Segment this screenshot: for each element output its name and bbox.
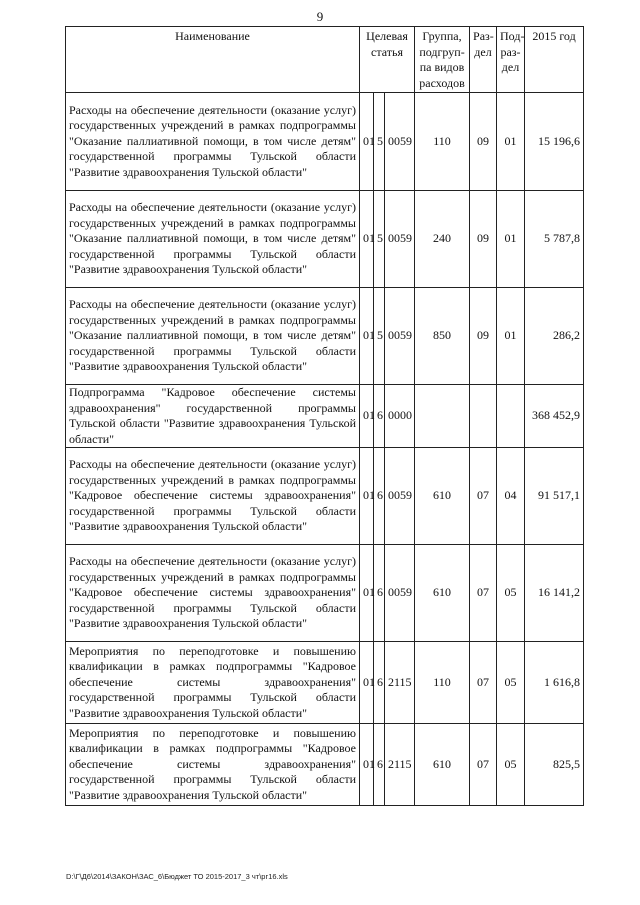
row-name: Расходы на обеспечение деятельности (оказание услуг) государственных учреждений в рамках подпрограммы "Оказание паллиативной помощи, в том числе детям" государственной программы Тульской области "Развитие здравоохранения Тульской области" bbox=[66, 191, 360, 288]
table-row bbox=[66, 93, 584, 191]
row-subprogram-code: 6 bbox=[374, 642, 385, 724]
table-row bbox=[66, 545, 584, 642]
row-program-code: 01 bbox=[360, 385, 374, 448]
row-subsection: 05 bbox=[497, 642, 525, 724]
row-section: 07 bbox=[470, 642, 497, 724]
row-direction-code: 0059 bbox=[385, 288, 415, 385]
row-expense-group: 610 bbox=[415, 724, 470, 806]
row-subsection: 04 bbox=[497, 448, 525, 545]
table-body bbox=[66, 93, 584, 806]
row-name: Расходы на обеспечение деятельности (оказание услуг) государственных учреждений в рамках подпрограммы "Оказание паллиативной помощи, в том числе детям" государственной программы Тульской области "Развитие здравоохранения Тульской области" bbox=[66, 288, 360, 385]
row-expense-group: 850 bbox=[415, 288, 470, 385]
row-subsection: 05 bbox=[497, 545, 525, 642]
row-program-code: 01 bbox=[360, 191, 374, 288]
row-amount: 1 616,8 bbox=[525, 642, 584, 724]
row-program-code: 01 bbox=[360, 93, 374, 191]
row-program-code: 01 bbox=[360, 724, 374, 806]
header-name: Наименование bbox=[66, 27, 360, 93]
row-expense-group bbox=[415, 385, 470, 448]
row-amount: 368 452,9 bbox=[525, 385, 584, 448]
header-year: 2015 год bbox=[525, 27, 584, 93]
row-subsection: 01 bbox=[497, 288, 525, 385]
row-program-code: 01 bbox=[360, 448, 374, 545]
row-amount: 825,5 bbox=[525, 724, 584, 806]
row-subprogram-code: 5 bbox=[374, 93, 385, 191]
row-expense-group: 610 bbox=[415, 448, 470, 545]
row-subprogram-code: 6 bbox=[374, 448, 385, 545]
row-program-code: 01 bbox=[360, 288, 374, 385]
row-section: 07 bbox=[470, 448, 497, 545]
row-subsection bbox=[497, 385, 525, 448]
row-direction-code: 0059 bbox=[385, 448, 415, 545]
row-expense-group: 110 bbox=[415, 93, 470, 191]
table-row bbox=[66, 642, 584, 724]
row-direction-code: 0059 bbox=[385, 545, 415, 642]
row-amount: 15 196,6 bbox=[525, 93, 584, 191]
row-direction-code: 0000 bbox=[385, 385, 415, 448]
row-expense-group: 110 bbox=[415, 642, 470, 724]
row-direction-code: 2115 bbox=[385, 724, 415, 806]
row-name: Расходы на обеспечение деятельности (оказание услуг) государственных учреждений в рамках подпрограммы "Кадровое обеспечение системы здравоохранения" государственной программы Тульской области "Развитие здравоохранения Тульской области" bbox=[66, 448, 360, 545]
row-name: Подпрограмма "Кадровое обеспечение системы здравоохранения" государственной программы Тульской области "Развитие здравоохранения Тульской области" bbox=[66, 385, 360, 448]
row-amount: 16 141,2 bbox=[525, 545, 584, 642]
row-subsection: 01 bbox=[497, 191, 525, 288]
row-expense-group: 240 bbox=[415, 191, 470, 288]
header-target-article: Целевая статья bbox=[360, 27, 415, 93]
row-section: 09 bbox=[470, 288, 497, 385]
row-subprogram-code: 5 bbox=[374, 288, 385, 385]
row-direction-code: 0059 bbox=[385, 93, 415, 191]
header-section: Раз-дел bbox=[470, 27, 497, 93]
table-row bbox=[66, 288, 584, 385]
row-direction-code: 0059 bbox=[385, 191, 415, 288]
budget-table bbox=[65, 26, 584, 806]
row-subprogram-code: 5 bbox=[374, 191, 385, 288]
row-section: 09 bbox=[470, 191, 497, 288]
row-name: Мероприятия по переподготовке и повышению квалификации в рамках подпрограммы "Кадровое обеспечение системы здравоохранения" государственной программы Тульской области "Развитие здравоохранения Тульской области" bbox=[66, 642, 360, 724]
row-section: 09 bbox=[470, 93, 497, 191]
row-subprogram-code: 6 bbox=[374, 545, 385, 642]
table-row bbox=[66, 724, 584, 806]
row-subprogram-code: 6 bbox=[374, 724, 385, 806]
header-subsection: Под-раз-дел bbox=[497, 27, 525, 93]
row-amount: 5 787,8 bbox=[525, 191, 584, 288]
row-section: 07 bbox=[470, 724, 497, 806]
file-path-footer: D:\Г\Д6\2014\ЗАКОН\ЗАС_6\Бюджет ТО 2015-2017_3 чт\рг16.xls bbox=[66, 872, 288, 881]
row-direction-code: 2115 bbox=[385, 642, 415, 724]
header-group: Группа, подгруп-па видов расходов bbox=[415, 27, 470, 93]
row-amount: 91 517,1 bbox=[525, 448, 584, 545]
row-program-code: 01 bbox=[360, 545, 374, 642]
row-section bbox=[470, 385, 497, 448]
row-expense-group: 610 bbox=[415, 545, 470, 642]
row-program-code: 01 bbox=[360, 642, 374, 724]
table-row bbox=[66, 385, 584, 448]
row-name: Мероприятия по переподготовке и повышению квалификации в рамках подпрограммы "Кадровое обеспечение системы здравоохранения" государственной программы Тульской области "Развитие здравоохранения Тульской области" bbox=[66, 724, 360, 806]
row-name: Расходы на обеспечение деятельности (оказание услуг) государственных учреждений в рамках подпрограммы "Оказание паллиативной помощи, в том числе детям" государственной программы Тульской области "Развитие здравоохранения Тульской области" bbox=[66, 93, 360, 191]
row-name: Расходы на обеспечение деятельности (оказание услуг) государственных учреждений в рамках подпрограммы "Кадровое обеспечение системы здравоохранения" государственной программы Тульской области "Развитие здравоохранения Тульской области" bbox=[66, 545, 360, 642]
table-row bbox=[66, 448, 584, 545]
row-section: 07 bbox=[470, 545, 497, 642]
row-subsection: 05 bbox=[497, 724, 525, 806]
row-subprogram-code: 6 bbox=[374, 385, 385, 448]
page-number: 9 bbox=[316, 9, 324, 24]
table-row bbox=[66, 191, 584, 288]
table-header-row bbox=[66, 27, 584, 93]
row-amount: 286,2 bbox=[525, 288, 584, 385]
row-subsection: 01 bbox=[497, 93, 525, 191]
